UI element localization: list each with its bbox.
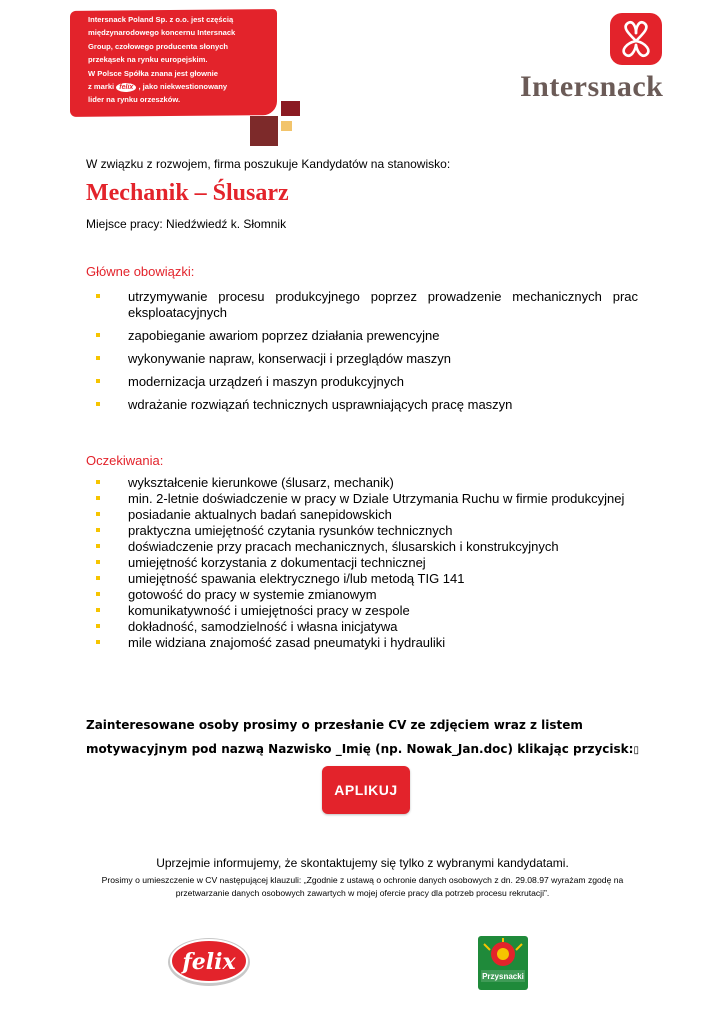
bullet-icon	[96, 544, 100, 548]
requirements-heading: Oczekiwania:	[86, 453, 164, 468]
felix-logo	[167, 936, 251, 988]
bullet-icon	[96, 592, 100, 596]
list-item: umiejętność spawania elektrycznego i/lub metodą TIG 141	[92, 571, 638, 587]
bullet-icon	[96, 333, 100, 337]
list-item: zapobieganie awariom poprzez działania prewencyjne	[92, 328, 638, 344]
list-item: wykonywanie napraw, konserwacji i przeglądów maszyn	[92, 351, 638, 367]
bullet-icon	[96, 640, 100, 644]
bullet-icon	[96, 528, 100, 532]
decor-square	[281, 121, 292, 131]
contact-notice: Uprzejmie informujemy, że skontaktujemy się tylko z wybranymi kandydatami.	[156, 856, 569, 870]
consent-clause: Prosimy o umieszczenie w CV następującej klauzuli: „Zgodnie z ustawą o ochronie danych osobowych z dn. 29.08.97 wyrażam zgodę na przetwarzanie danych osobowych zawartych w mojej ofercie pracy dla potrzeb procesu rekrutacji”.	[101, 875, 624, 898]
list-item: wdrażanie rozwiązań technicznych usprawniających pracę maszyn	[92, 397, 638, 413]
decor-square	[281, 101, 300, 116]
przysnacki-logo	[478, 936, 528, 990]
bullet-icon	[96, 294, 100, 298]
list-item: mile widziana znajomość zasad pneumatyki i hydrauliki	[92, 635, 638, 651]
bullet-icon	[96, 608, 100, 612]
bullet-icon	[96, 512, 100, 516]
felix-inline-logo: felix	[116, 83, 136, 92]
bullet-icon	[96, 560, 100, 564]
requirements-list	[92, 475, 638, 651]
bullet-icon	[96, 356, 100, 360]
bullet-icon	[96, 379, 100, 383]
list-item: gotowość do pracy w systemie zmianowym	[92, 587, 638, 603]
list-item: komunikatywność i umiejętności pracy w zespole	[92, 603, 638, 619]
bullet-icon	[96, 496, 100, 500]
decor-square	[250, 116, 278, 146]
list-item: doświadczenie przy pracach mechanicznych, ślusarskich i konstrukcyjnych	[92, 539, 638, 555]
list-item: dokładność, samodzielność i własna inicjatywa	[92, 619, 638, 635]
placeholder-glyph-icon: ▯	[633, 745, 639, 756]
duties-list	[92, 289, 638, 420]
intersnack-logo-text: Intersnack	[520, 70, 664, 103]
job-title: Mechanik – Ślusarz	[86, 180, 289, 206]
list-item: praktyczna umiejętność czytania rysunków technicznych	[92, 523, 638, 539]
intersnack-logo-icon	[610, 13, 662, 65]
cta-text: Zainteresowane osoby prosimy o przesłanie CV ze zdjęciem wraz z listem motywacyjnym pod nazwą Nazwisko _Imię (np. Nowak_Jan.doc) klikając przycisk:▯	[86, 718, 639, 756]
list-item: utrzymywanie procesu produkcyjnego poprzez prowadzenie mechanicznych prac eksploatacyjnych	[92, 289, 638, 321]
intro-text: Intersnack Poland Sp. z o.o. jest częścią międzynarodowego koncernu Intersnack Group, czołowego producenta słonych przekąsek na rynku europejskim. W Polsce Spółka znana jest głownie z marki felix , jako niekwestionowany lider na rynku orzeszków.	[88, 15, 236, 105]
duties-heading: Główne obowiązki:	[86, 264, 195, 279]
bullet-icon	[96, 402, 100, 406]
bullet-icon	[96, 480, 100, 484]
list-item: modernizacja urządzeń i maszyn produkcyjnych	[92, 374, 638, 390]
location-text: Miejsce pracy: Niedźwiedź k. Słomnik	[86, 217, 287, 231]
bullet-icon	[96, 576, 100, 580]
bullet-icon	[96, 624, 100, 628]
list-item: umiejętność korzystania z dokumentacji technicznej	[92, 555, 638, 571]
list-item: posiadanie aktualnych badań sanepidowskich	[92, 507, 638, 523]
przysnacki-logo-text: Przysnacki	[482, 972, 524, 981]
list-item: wykształcenie kierunkowe (ślusarz, mechanik)	[92, 475, 638, 491]
lead-text: W związku z rozwojem, firma poszukuje Kandydatów na stanowisko:	[86, 157, 451, 171]
list-item: min. 2-letnie doświadczenie w pracy w Dziale Utrzymania Ruchu w firmie produkcyjnej	[92, 491, 638, 507]
apply-button[interactable]: APLIKUJ	[322, 766, 410, 814]
felix-logo-text: felix	[182, 949, 236, 975]
